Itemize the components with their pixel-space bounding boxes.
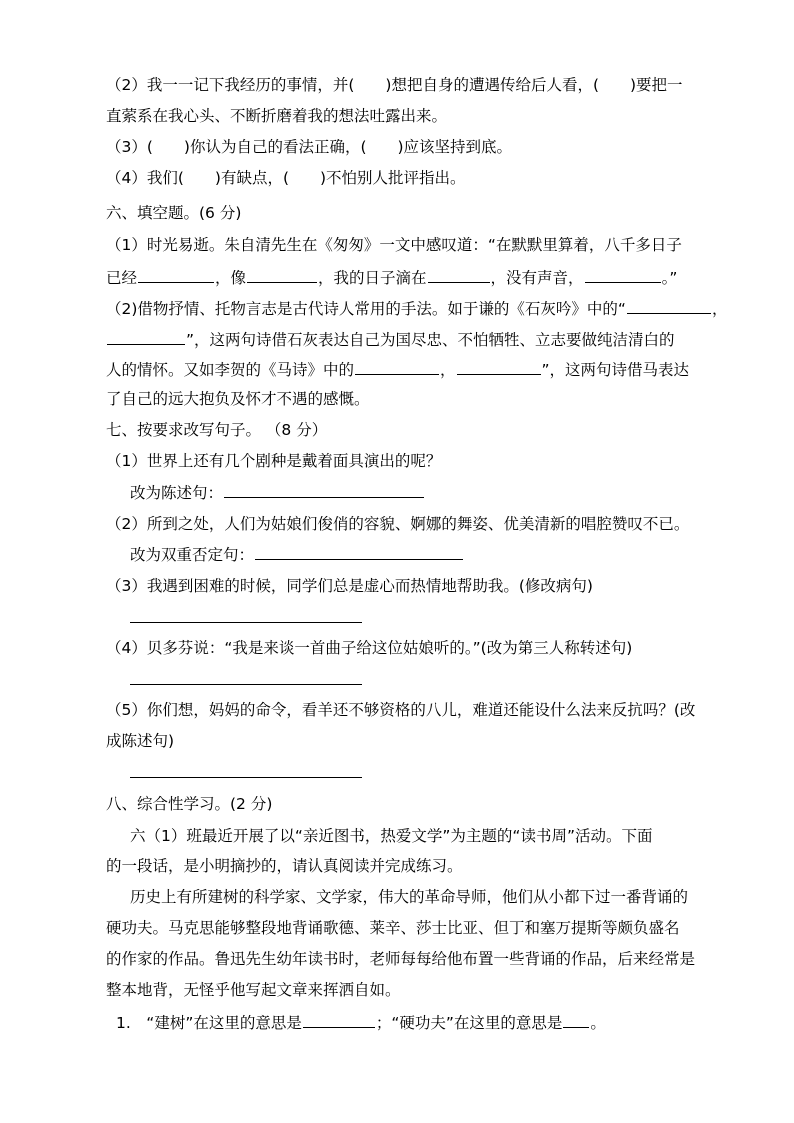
q8-passage-line3: 的作家的作品。鲁迅先生幼年读书时，老师每每给他布置一些背诵的作品，后来经常是 <box>106 950 696 968</box>
q6-item1-line2 <box>106 266 706 289</box>
fill-blank[interactable] <box>457 358 541 375</box>
q6-item2-text-b: ， <box>711 300 728 318</box>
q7-item1-prompt: 改为陈述句： <box>130 484 224 502</box>
q7-item1: （1）世界上还有几个剧种是戴着面具演出的呢？ <box>106 452 442 470</box>
q7-item5-line2: 成陈述句) <box>106 732 175 750</box>
fill-blank[interactable] <box>247 266 317 283</box>
q8-passage-line4: 整本地背，无怪乎他写起文章来挥洒自如。 <box>106 981 401 999</box>
q8-intro-line1: 六（1）班最近开展了以“亲近图书，热爱文学”为主题的“读书周”活动。下面 <box>130 827 653 845</box>
fill-blank[interactable] <box>107 328 185 345</box>
q8-intro-line2: 的一段话，是小明摘抄的，请认真阅读并完成练习。 <box>106 857 463 875</box>
answer-line[interactable] <box>130 777 362 778</box>
q7-item5-line1: （5）你们想，妈妈的命令，看羊还不够资格的八儿，难道还能设什么法来反抗吗？(改 <box>106 701 696 719</box>
q7-heading: 七、按要求改写句子。 （8 分） <box>106 421 328 439</box>
q6-item2-text-d: 人的情怀。又如李贺的《马诗》中的 <box>106 361 355 379</box>
answer-line[interactable] <box>130 684 362 685</box>
q8-item1-text-b: ；“硬功夫”在这里的意思是 <box>375 1014 563 1032</box>
answer-line[interactable] <box>130 622 362 623</box>
q6-item2-text-c: ”，这两句诗借石灰表达自己为国尽忠、不怕牺牲、立志要做纯洁清白的 <box>186 331 675 349</box>
fill-blank[interactable] <box>138 266 214 283</box>
q8-item1 <box>116 1011 716 1034</box>
fill-blank[interactable] <box>627 297 711 314</box>
q7-item1-prompt-line <box>130 481 730 504</box>
q6-item2-line2 <box>106 328 706 351</box>
fill-blank[interactable] <box>585 266 661 283</box>
q8-item1-text-a: 1. “建树”在这里的意思是 <box>116 1014 302 1032</box>
fill-blank[interactable] <box>428 266 490 283</box>
q6-item1-text-b: ，像 <box>215 269 247 287</box>
q6-item2-text-a: （2)借物抒情、托物言志是古代诗人常用的手法。如于谦的《石灰吟》中的“ <box>106 300 626 318</box>
q7-item2: （2）所到之处，人们为姑娘们俊俏的容貌、婀娜的舞姿、优美清新的唱腔赞叹不已。 <box>106 515 690 533</box>
q8-passage-line2: 硬功夫。马克思能够整段地背诵歌德、莱辛、莎士比亚、但丁和塞万提斯等颇负盛名 <box>106 919 680 937</box>
q5-item2-line1: （2）我一一记下我经历的事情，并( )想把自身的遭遇传给后人看，( )要把一 <box>106 76 683 94</box>
q6-item2-text-e: ， <box>440 361 456 379</box>
q6-item1-text-d: ，没有声音， <box>490 269 584 287</box>
q6-item2-line3 <box>106 358 706 381</box>
q5-item2-line2: 直萦系在我心头、不断折磨着我的想法吐露出来。 <box>106 107 448 125</box>
fill-blank[interactable] <box>355 358 439 375</box>
q6-item2-line4: 了自己的远大抱负及怀才不遇的感慨。 <box>106 390 370 408</box>
q5-item3: （3）( )你认为自己的看法正确，( )应该坚持到底。 <box>106 138 513 156</box>
fill-blank[interactable] <box>303 1011 375 1028</box>
q6-item1-line1: （1）时光易逝。朱自清先生在《匆匆》一文中感叹道：“在默默里算着，八千多日子 <box>106 236 682 254</box>
q6-item1-text-c: ，我的日子滴在 <box>318 269 427 287</box>
q8-heading: 八、综合性学习。(2 分) <box>106 795 273 813</box>
q7-item2-prompt: 改为双重否定句： <box>130 546 255 564</box>
q7-item2-prompt-line <box>130 543 730 566</box>
q6-heading: 六、填空题。(6 分) <box>106 204 242 222</box>
q7-item3: （3）我遇到困难的时候，同学们总是虚心而热情地帮助我。(修改病句) <box>106 577 593 595</box>
q6-item2-line1 <box>106 297 728 320</box>
answer-blank[interactable] <box>224 481 424 498</box>
fill-blank[interactable] <box>563 1011 589 1028</box>
answer-blank[interactable] <box>255 543 463 560</box>
q6-item1-text-a: 已经 <box>106 269 138 287</box>
q6-item2-text-f: ”，这两句诗借马表达 <box>541 361 690 379</box>
q8-item1-text-c: 。 <box>590 1014 606 1032</box>
q6-item1-text-e: 。” <box>661 269 678 287</box>
q7-item4: （4）贝多芬说：“我是来谈一首曲子给这位姑娘听的。”(改为第三人称转述句) <box>106 639 633 657</box>
q8-passage-line1: 历史上有所建树的科学家、文学家，伟大的革命导师，他们从小都下过一番背诵的 <box>130 888 689 906</box>
q5-item4: （4）我们( )有缺点，( )不怕别人批评指出。 <box>106 169 466 187</box>
